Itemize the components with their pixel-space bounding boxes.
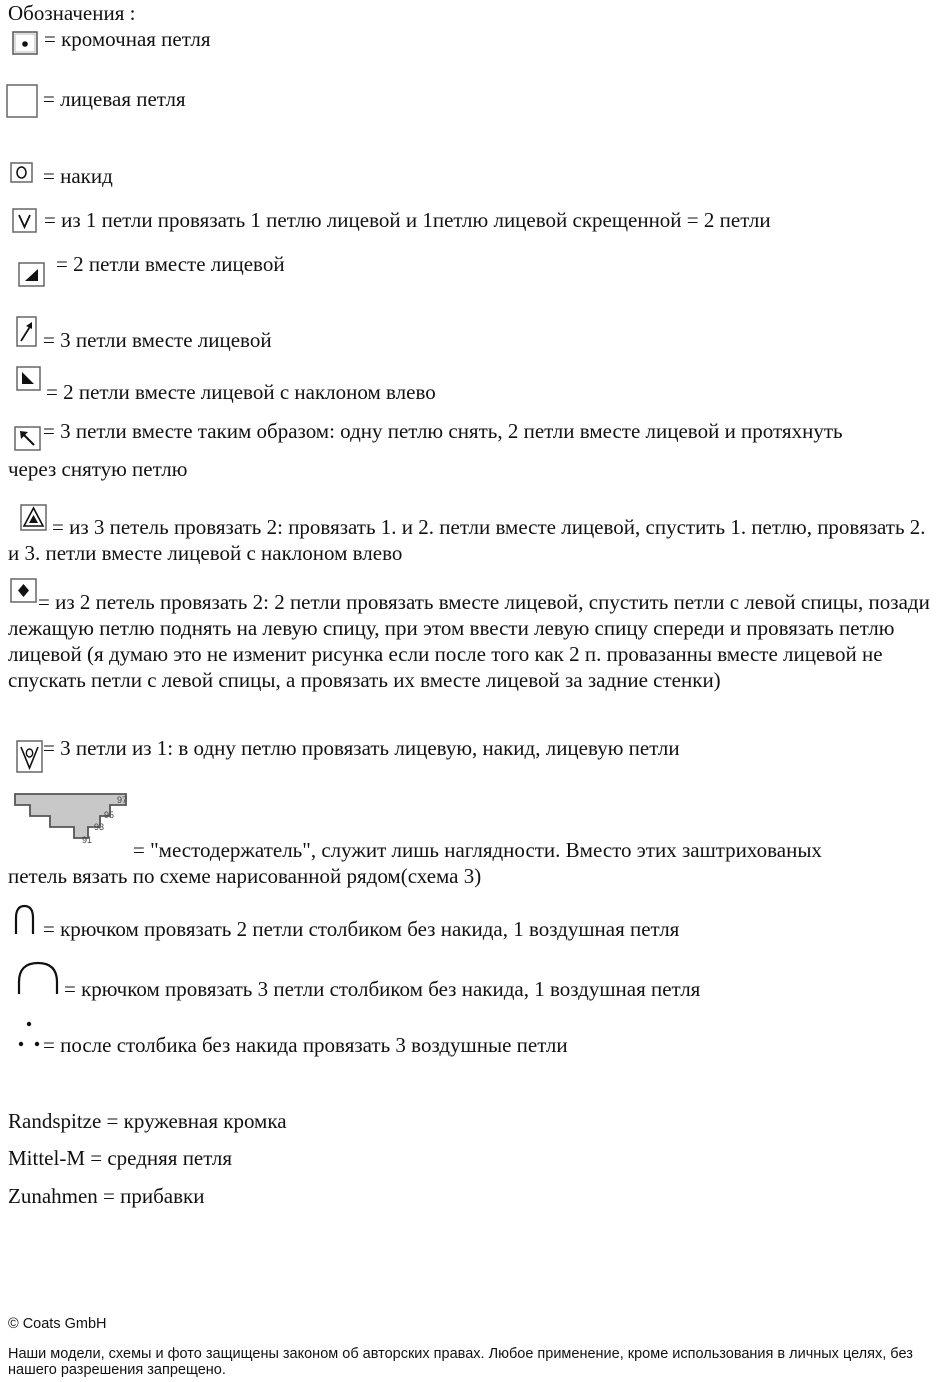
copyright-notice: Наши модели, схемы и фото защищены законом об авторских правах. Любое применение, кроме использования в личных целях, без нашего разрешения запрещено. <box>8 1346 913 1378</box>
k2tog-symbol-icon <box>18 262 46 288</box>
knit-stitch-symbol-icon <box>6 84 40 120</box>
edge-stitch-label: = кромочная петля <box>44 27 211 51</box>
yarn-over-label: = накид <box>43 164 113 188</box>
placeholder-number-93: 93 <box>94 822 105 832</box>
increase-v-symbol-icon <box>12 208 38 234</box>
placeholder-label-line2: петель вязать по схеме нарисованной рядом(схема 3) <box>8 864 482 888</box>
crochet-3-label: = крючком провязать 3 петли столбиком без накида, 1 воздушная петля <box>64 977 701 1001</box>
three-from-one-symbol-icon <box>16 740 44 774</box>
sk2p-label-line1: = 3 петли вместе таким образом: одну петлю снять, 2 петли вместе лицевой и протяхнуть <box>43 419 843 443</box>
term-randspitze: Randspitze = кружевная кромка <box>8 1109 287 1133</box>
three-from-one-label: = 3 петли из 1: в одну петлю провязать лицевую, накид, лицевую петли <box>43 736 680 760</box>
legend-heading: Обозначения : <box>8 1 136 25</box>
placeholder-number-97: 97 <box>117 795 128 805</box>
k2tog-left-label: = 2 петли вместе лицевой с наклоном влево <box>46 380 436 404</box>
crochet-arch-large-icon <box>14 960 64 996</box>
k3tog-label: = 3 петли вместе лицевой <box>43 328 272 352</box>
term-zunahmen: Zunahmen = прибавки <box>8 1184 205 1208</box>
sk2p-label-line2: через снятую петлю <box>8 457 188 481</box>
increase-v-label: = из 1 петли провязать 1 петлю лицевой и 1петлю лицевой скрещенной = 2 петли <box>44 208 771 232</box>
edge-stitch-symbol-icon <box>12 30 40 56</box>
term-mittel-m: Mittel-M = средняя петля <box>8 1146 233 1170</box>
crochet-2-label: = крючком провязать 2 петли столбиком без накида, 1 воздушная петля <box>43 917 680 941</box>
placeholder-number-91: 91 <box>82 835 93 845</box>
copyright-text: © Coats GmbH <box>8 1316 107 1332</box>
three-to-two-label: = из 3 петель провязать 2: провязать 1. и 2. петли вместе лицевой, спустить 1. петлю, провязать 2. и 3. петли вместе лицевой с наклоном влево <box>8 515 926 565</box>
two-to-two-label: = из 2 петель провязать 2: 2 петли провязать вместе лицевой, спустить петли с левой спицы, позади лежащую петлю поднять на левую спицу, при этом ввести левую спицу спереди и провязать петлю лицевой (я думаю это не изменит рисунка если после того как 2 п. провазанны вместе лицевой не спускать петли с левой спицы, а провязать их вместе лицевой за задние стенки) <box>8 590 930 692</box>
k3tog-symbol-icon <box>16 316 38 348</box>
yarn-over-symbol-icon <box>10 162 34 184</box>
knit-stitch-label: = лицевая петля <box>43 87 186 111</box>
placeholder-number-95: 95 <box>104 810 115 820</box>
chain-3-label: = после столбика без накида провязать 3 воздушные петли <box>43 1033 568 1057</box>
placeholder-label-line1: = "местодержатель", служит лишь наглядности. Вместо этих заштрихованых <box>133 838 822 862</box>
k2tog-left-symbol-icon <box>16 366 42 392</box>
placeholder-diagram-icon <box>14 792 132 848</box>
three-dots-icon <box>14 1018 44 1052</box>
sk2p-symbol-icon <box>14 426 42 452</box>
k2tog-label: = 2 петли вместе лицевой <box>56 252 285 276</box>
crochet-arch-small-icon <box>12 904 38 936</box>
